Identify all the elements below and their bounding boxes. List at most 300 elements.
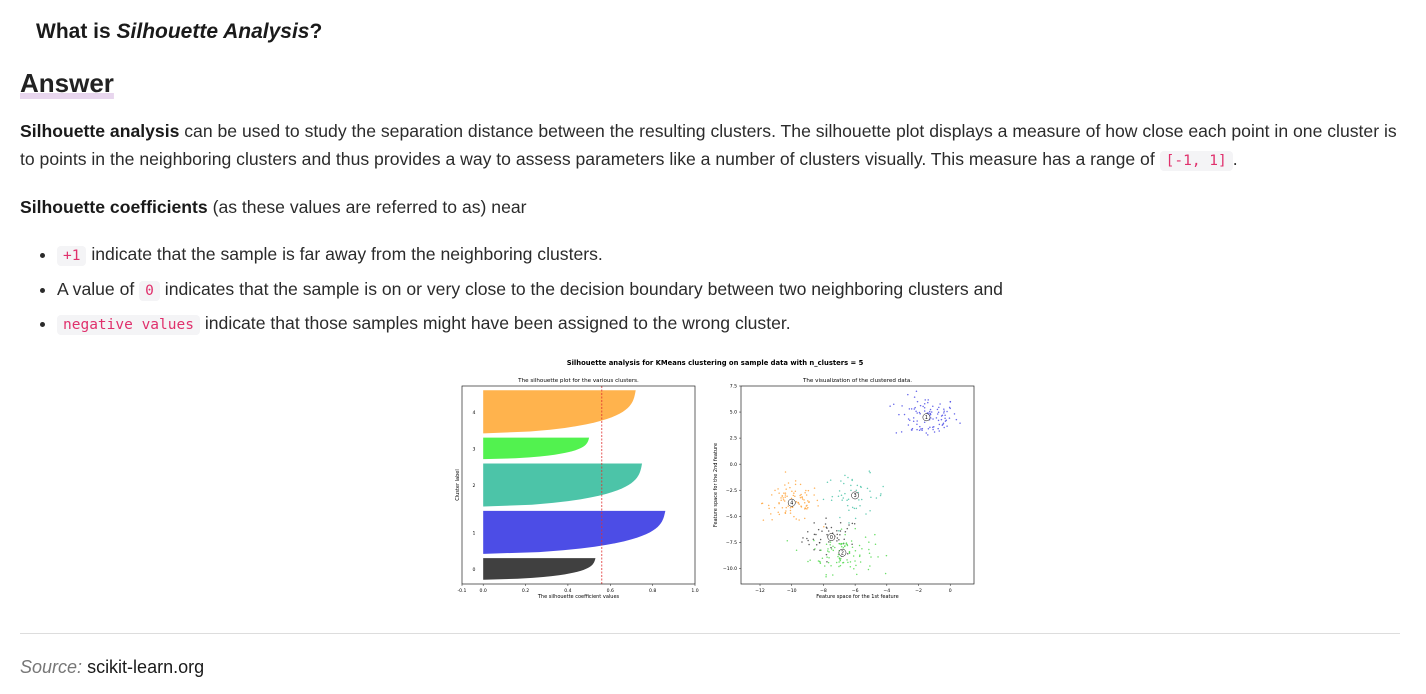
scatter-point: [852, 523, 854, 525]
scatter-point: [804, 518, 806, 520]
cluster-center-label: 3: [853, 494, 857, 500]
scatter-point: [784, 484, 786, 486]
scatter-point: [920, 405, 922, 407]
list-item: [57, 273, 1417, 308]
scatter-point: [828, 562, 830, 564]
scatter-point: [938, 430, 940, 432]
scatter-point: [806, 505, 808, 507]
scatter-point: [850, 485, 852, 487]
scatter-point: [825, 574, 827, 576]
source-label: Source:: [20, 657, 83, 677]
scatter-point: [785, 513, 787, 515]
scatter-point: [915, 410, 917, 412]
scatter-point: [808, 490, 810, 492]
paragraph1-bold: Silhouette analysis: [20, 121, 180, 141]
scatter-point: [946, 420, 948, 422]
scatter-point: [831, 500, 833, 502]
scatter-point: [909, 408, 911, 410]
scatter-point: [805, 490, 807, 492]
scatter-point: [931, 411, 933, 413]
scatter-point: [925, 432, 927, 434]
x-tick-label: 0.6: [606, 589, 614, 594]
scatter-point: [783, 492, 785, 494]
scatter-point: [929, 426, 931, 428]
scatter-point: [855, 565, 857, 567]
scatter-point: [834, 547, 836, 549]
x-tick-label: 0.4: [564, 589, 572, 594]
scatter-point: [930, 413, 932, 415]
scatter-point: [806, 508, 808, 510]
scatter-point: [800, 505, 802, 507]
x-tick-label: 0: [948, 589, 952, 594]
scatter-point: [841, 546, 843, 548]
scatter-point: [843, 538, 845, 540]
scatter-point: [860, 486, 862, 488]
scatter-point: [790, 507, 792, 509]
scatter-point: [789, 487, 791, 489]
scatter-point: [856, 574, 858, 576]
scatter-point: [808, 544, 810, 546]
scatter-point: [901, 405, 903, 407]
scatter-cluster-3: [823, 470, 884, 531]
scatter-point: [793, 492, 795, 494]
scatter-point: [849, 553, 851, 555]
scatter-point: [914, 407, 916, 409]
scatter-point: [919, 426, 921, 428]
range-code: [-1, 1]: [1160, 151, 1233, 171]
scatter-point: [916, 412, 918, 414]
scatter-point: [784, 500, 786, 502]
scatter-point: [785, 492, 787, 494]
scatter-point: [795, 480, 797, 482]
scatter-point: [837, 537, 839, 539]
scatter-point: [913, 421, 915, 423]
paragraph2-bold: Silhouette coefficients: [20, 197, 208, 217]
list-item: [57, 238, 1417, 273]
scatter-point: [817, 500, 819, 502]
scatter-point: [913, 408, 915, 410]
scatter-point: [939, 424, 941, 426]
scatter-point: [824, 565, 826, 567]
scatter-point: [845, 531, 847, 533]
y-tick-label: −5.0: [725, 514, 737, 520]
scatter-point: [865, 536, 867, 538]
scatter-point: [806, 494, 808, 496]
scatter-point: [832, 546, 834, 548]
scatter-point: [857, 485, 859, 487]
scatter-point: [942, 424, 944, 426]
scatter-point: [836, 562, 838, 564]
scatter-point: [861, 548, 863, 550]
source-line: [20, 657, 204, 678]
scatter-point: [825, 517, 827, 519]
x-tick-label: −6: [851, 589, 859, 594]
question-term: Silhouette Analysis: [116, 20, 310, 43]
scatter-point: [943, 427, 945, 429]
scatter-point: [836, 530, 838, 532]
silhouette-cluster-4: [483, 390, 636, 433]
scatter-point: [814, 487, 816, 489]
scatter-point: [861, 499, 863, 501]
scatter-point: [854, 523, 856, 525]
scatter-cluster-2: [787, 528, 888, 578]
scatter-point: [933, 426, 935, 428]
scatter-point: [919, 413, 921, 415]
scatter-point: [924, 407, 926, 409]
scatter-point: [837, 556, 839, 558]
scatter-point: [916, 390, 918, 392]
scatter-point: [840, 558, 842, 560]
scatter-point: [855, 550, 857, 552]
scatter-point: [777, 488, 779, 490]
figure-svg: [448, 352, 980, 602]
scatter-point: [837, 534, 839, 536]
scatter-point: [784, 496, 786, 498]
scatter-point: [838, 530, 840, 532]
scatter-point: [937, 409, 939, 411]
scatter-point: [821, 530, 823, 532]
scatter-point: [889, 405, 891, 407]
scatter-point: [840, 530, 842, 532]
scatter-point: [865, 513, 867, 515]
scatter-point: [830, 541, 832, 543]
scatter-point: [807, 540, 809, 542]
silhouette-cluster-1: [483, 511, 665, 554]
scatter-point: [819, 561, 821, 563]
scatter-point: [868, 569, 870, 571]
scatter-point: [869, 490, 871, 492]
scatter-point: [777, 511, 779, 513]
bullet-code: 0: [139, 281, 160, 301]
scatter-point: [959, 422, 961, 424]
scatter-point: [896, 432, 898, 434]
scatter-point: [790, 512, 792, 514]
cluster-label: 2: [472, 484, 476, 489]
scatter-point: [868, 541, 870, 543]
scatter-point: [829, 544, 831, 546]
scatter-point: [813, 494, 815, 496]
scatter-point: [826, 556, 828, 558]
scatter-point: [831, 527, 833, 529]
scatter-point: [898, 414, 900, 416]
scatter-point: [850, 561, 852, 563]
scatter-point: [946, 425, 948, 427]
scatter-point: [867, 488, 869, 490]
cluster-scatter-plot: [713, 378, 974, 600]
scatter-point: [796, 518, 798, 520]
paragraph1-end: .: [1232, 149, 1238, 169]
scatter-point: [854, 508, 856, 510]
question-suffix: ?: [309, 20, 323, 43]
scatter-point: [913, 417, 915, 419]
scatter-point: [917, 401, 919, 403]
cluster-center-label: 4: [790, 501, 794, 507]
scatter-point: [838, 566, 840, 568]
scatter-point: [828, 551, 830, 553]
scatter-point: [822, 557, 824, 559]
scatter-point: [841, 495, 843, 497]
cluster-label: 1: [472, 531, 476, 537]
bullet-code: +1: [57, 246, 86, 266]
y-tick-label: −7.5: [725, 540, 737, 546]
y-tick-label: −10.0: [722, 566, 737, 572]
scatter-point: [847, 477, 849, 479]
scatter-point: [943, 410, 945, 412]
scatter-point: [805, 508, 807, 510]
scatter-point: [793, 495, 795, 497]
scatter-point: [876, 497, 878, 499]
scatter-point: [798, 502, 800, 504]
scatter-point: [807, 507, 809, 509]
y-tick-label: 5.0: [729, 410, 737, 416]
scatter-point: [807, 561, 809, 563]
scatter-point: [820, 549, 822, 551]
scatter-point: [794, 496, 796, 498]
scatter-point: [828, 541, 830, 543]
list-item: [57, 307, 1417, 342]
scatter-point: [838, 543, 840, 545]
scatter-point: [783, 499, 785, 501]
scatter-point: [877, 556, 879, 558]
scatter-point: [807, 531, 809, 533]
x-tick-label: 0.0: [479, 589, 487, 594]
scatter-point: [820, 539, 822, 541]
scatter-point: [843, 483, 845, 485]
scatter-point: [804, 492, 806, 494]
scatter-point: [911, 408, 913, 410]
scatter-point: [846, 559, 848, 561]
scatter-point: [934, 431, 936, 433]
scatter-point: [804, 502, 806, 504]
scatter-point: [848, 522, 850, 524]
scatter-point: [785, 471, 787, 473]
scatter-point: [859, 545, 861, 547]
scatter-point: [788, 482, 790, 484]
scatter-point: [843, 497, 845, 499]
scatter-point: [869, 565, 871, 567]
scatter-point: [919, 412, 921, 414]
scatter-point: [882, 486, 884, 488]
scatter-point: [848, 509, 850, 511]
scatter-point: [793, 516, 795, 518]
scatter-point: [832, 574, 834, 576]
scatter-point: [938, 420, 940, 422]
scatter-point: [939, 403, 941, 405]
scatter-point: [838, 561, 840, 563]
scatter-point: [839, 534, 841, 536]
scatter-point: [800, 497, 802, 499]
scatter-point: [774, 507, 776, 509]
scatter-point: [840, 565, 842, 567]
scatter-point: [792, 506, 794, 508]
scatter-point: [813, 540, 815, 542]
scatter-point: [780, 500, 782, 502]
scatter-point: [908, 424, 910, 426]
scatter-point: [941, 419, 943, 421]
scatter-point: [858, 499, 860, 501]
question-prefix: What is: [36, 20, 117, 43]
scatter-point: [787, 540, 789, 542]
scatter-point: [815, 534, 817, 536]
scatter-point: [852, 507, 854, 509]
scatter-point: [860, 561, 862, 563]
scatter-point: [802, 498, 804, 500]
scatter-cluster-0: [801, 517, 855, 562]
scatter-point: [950, 401, 952, 403]
y-tick-label: −2.5: [725, 488, 737, 494]
scatter-point: [778, 502, 780, 504]
scatter-point: [796, 501, 798, 503]
scatter-point: [869, 553, 871, 555]
scatter-point: [785, 494, 787, 496]
scatter-point: [924, 399, 926, 401]
scatter-point: [826, 534, 828, 536]
scatter-point: [922, 406, 924, 408]
scatter-point: [943, 408, 945, 410]
scatter-point: [823, 526, 825, 528]
scatter-point: [868, 549, 870, 551]
scatter-point: [809, 559, 811, 561]
scatter-point: [844, 493, 846, 495]
scatter-point: [808, 501, 810, 503]
scatter-point: [830, 565, 832, 567]
scatter-point: [814, 534, 816, 536]
scatter-point: [919, 429, 921, 431]
cluster-center-label: 0: [829, 535, 833, 541]
scatter-point: [840, 480, 842, 482]
bullet-code: negative values: [57, 315, 200, 335]
scatter-point: [848, 498, 850, 500]
scatter-point: [846, 500, 848, 502]
scatter-point: [859, 554, 861, 556]
silhouette-xlabel: The silhouette coefficient values: [537, 594, 620, 600]
bullet-pre: A value of: [57, 278, 140, 299]
scatter-point: [832, 496, 834, 498]
scatter-point: [782, 497, 784, 499]
scatter-point: [946, 411, 948, 413]
scatter-point: [927, 434, 929, 436]
scatter-point: [916, 429, 918, 431]
scatter-point: [782, 495, 784, 497]
scatter-point: [847, 505, 849, 507]
scatter-point: [912, 428, 914, 430]
scatter-point: [920, 428, 922, 430]
bullet-post: indicates that the sample is on or very close to the decision boundary between two neighboring clusters and: [159, 278, 1003, 299]
silhouette-ylabel: Cluster label: [455, 469, 461, 501]
scatter-point: [785, 488, 787, 490]
scatter-point: [827, 550, 829, 552]
scatter-point: [802, 537, 804, 539]
scatter-point: [927, 402, 929, 404]
scatter-point: [840, 560, 842, 562]
scatter-point: [916, 420, 918, 422]
scatter-point: [820, 563, 822, 565]
scatter-point: [850, 490, 852, 492]
scatter-point: [779, 514, 781, 516]
scatter-point: [770, 513, 772, 515]
scatter-point: [786, 495, 788, 497]
scatter-point: [930, 409, 932, 411]
cluster-label: 4: [472, 410, 476, 416]
scatter-point: [807, 500, 809, 502]
scatter-point: [847, 553, 849, 555]
scatter-point: [856, 508, 858, 510]
scatter-point: [836, 540, 838, 542]
scatter-point: [916, 424, 918, 426]
source-value: scikit-learn.org: [87, 657, 205, 677]
scatter-point: [844, 545, 846, 547]
scatter-point: [849, 551, 851, 553]
scatter-point: [869, 510, 871, 512]
scatter-point: [850, 566, 852, 568]
scatter-point: [771, 519, 773, 521]
paragraph1-text: can be used to study the separation distance between the resulting clusters. The silhouette plot displays a measure of how close each point in one cluster is to points in the neighboring clusters and thus provides a way to assess parameters like a number of clusters visually. This measure has a range of: [20, 121, 1397, 169]
scatter-point: [932, 406, 934, 408]
scatter-point: [839, 490, 841, 492]
answer-heading: Answer: [20, 68, 114, 98]
silhouette-figure: [448, 352, 980, 602]
y-tick-label: 7.5: [729, 384, 737, 390]
figure-suptitle: Silhouette analysis for KMeans clustering on sample data with n_clusters = 5: [566, 359, 864, 367]
scatter-point: [855, 528, 857, 530]
scatter-point: [823, 499, 825, 501]
scatter-point: [932, 418, 934, 420]
scatter-point: [943, 412, 945, 414]
cluster-center-label: 1: [924, 416, 928, 422]
scatter-point: [847, 562, 849, 564]
scatter-point: [778, 492, 780, 494]
scatter-point: [818, 529, 820, 531]
scatter-point: [847, 528, 849, 530]
scatter-point: [819, 542, 821, 544]
scatter-title: The visualization of the clustered data.: [802, 378, 913, 384]
scatter-point: [911, 429, 913, 431]
scatter-point: [949, 407, 951, 409]
scatter-point: [932, 429, 934, 431]
scatter-point: [922, 428, 924, 430]
scatter-point: [856, 489, 858, 491]
scatter-point: [844, 475, 846, 477]
scatter-point: [844, 534, 846, 536]
scatter-point: [845, 543, 847, 545]
x-tick-label: 0.2: [521, 589, 530, 594]
scatter-point: [885, 573, 887, 575]
scatter-point: [924, 410, 926, 412]
scatter-point: [928, 412, 930, 414]
scatter-point: [795, 484, 797, 486]
scatter-point: [826, 561, 828, 563]
paragraph2-text: (as these values are referred to as) near: [207, 197, 527, 217]
scatter-point: [814, 548, 816, 550]
scatter-point: [893, 403, 895, 405]
silhouette-title: The silhouette plot for the various clusters.: [518, 378, 639, 384]
scatter-point: [801, 541, 803, 543]
scatter-point: [761, 503, 763, 505]
scatter-point: [853, 568, 855, 570]
scatter-point: [796, 549, 798, 551]
scatter-point: [838, 539, 840, 541]
bullet-post: indicate that those samples might have been assigned to the wrong cluster.: [199, 313, 791, 333]
scatter-point: [901, 431, 903, 433]
scatter-point: [800, 484, 802, 486]
scatter-point: [780, 497, 782, 499]
scatter-point: [869, 472, 871, 474]
scatter-point: [826, 544, 828, 546]
scatter-point: [944, 418, 946, 420]
scatter-point: [848, 524, 850, 526]
scatter-point: [827, 481, 829, 483]
scatter-point: [908, 418, 910, 420]
